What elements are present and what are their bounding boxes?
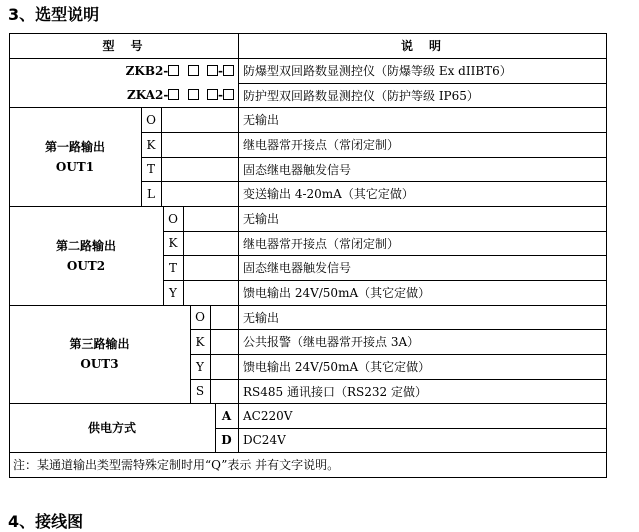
model-code-2 <box>9 83 238 107</box>
option-code: O <box>146 112 156 127</box>
model-code-1 <box>9 58 238 83</box>
model-prefix: ZKA2- <box>126 88 169 102</box>
header-description: 说 明 <box>400 39 443 53</box>
option-description: 无输出 <box>243 212 280 226</box>
group-sub: OUT1 <box>55 159 95 174</box>
power-description: DC24V <box>243 433 286 447</box>
group-sub: OUT2 <box>66 258 106 273</box>
option-code: Y <box>196 359 204 374</box>
option-description: 馈电输出 24V/50mA（其它定做） <box>243 286 431 300</box>
group-name: 第二路输出 <box>55 238 116 253</box>
power-description: AC220V <box>243 408 293 423</box>
option-description: 无输出 <box>243 113 280 127</box>
option-code: K <box>168 236 178 250</box>
option-description: 无输出 <box>243 310 280 325</box>
section-4-title: 4、接线图 <box>8 512 84 531</box>
option-code: K <box>195 334 205 349</box>
power-supply-label: 供电方式 <box>87 421 136 435</box>
option-code: K <box>146 137 156 152</box>
model-prefix: ZKB2- <box>125 63 169 78</box>
option-code: T <box>146 162 155 176</box>
option-description: 变送输出 4-20mA（其它定做） <box>243 187 414 201</box>
group-name: 第三路输出 <box>69 337 130 351</box>
option-code: S <box>195 384 205 398</box>
header-model: 型 号 <box>102 39 145 53</box>
option-description: 固态继电器触发信号 <box>243 261 352 275</box>
option-description: 馈电输出 24V/50mA（其它定做） <box>243 360 431 374</box>
output-group-3 <box>9 305 190 403</box>
option-description: 公共报警（继电器常开接点 3A） <box>243 335 420 349</box>
section-3-title: 3、选型说明 <box>8 5 100 24</box>
group-sub: OUT3 <box>80 357 119 371</box>
option-description: 固态继电器触发信号 <box>243 162 352 177</box>
selection-table <box>9 33 606 477</box>
output-group-1 <box>9 107 141 206</box>
model-option-boxes: - <box>168 64 234 78</box>
model-description-1: 防爆型双回路数显测控仪（防爆等级 Ex dIIBT6） <box>243 64 512 78</box>
model-description-2: 防护型双回路数显测控仪（防护等级 IP65） <box>243 88 479 103</box>
model-option-boxes: - <box>168 88 234 102</box>
group-name: 第一路输出 <box>44 139 105 154</box>
option-code: T <box>168 260 177 275</box>
option-code: O <box>195 310 205 324</box>
table-note: 注：某通道输出类型需特殊定制时用“Q”表示 并有文字说明。 <box>13 458 340 472</box>
option-description: 继电器常开接点（常闭定制） <box>243 138 400 152</box>
option-description: 继电器常开接点（常闭定制） <box>243 236 400 251</box>
power-code: A <box>221 408 232 423</box>
power-code: D <box>221 433 232 447</box>
option-code: L <box>147 186 155 201</box>
output-group-2 <box>9 206 163 305</box>
option-description: RS485 通讯接口（RS232 定做） <box>243 384 427 399</box>
option-code: Y <box>169 285 177 300</box>
option-code: O <box>168 211 178 226</box>
